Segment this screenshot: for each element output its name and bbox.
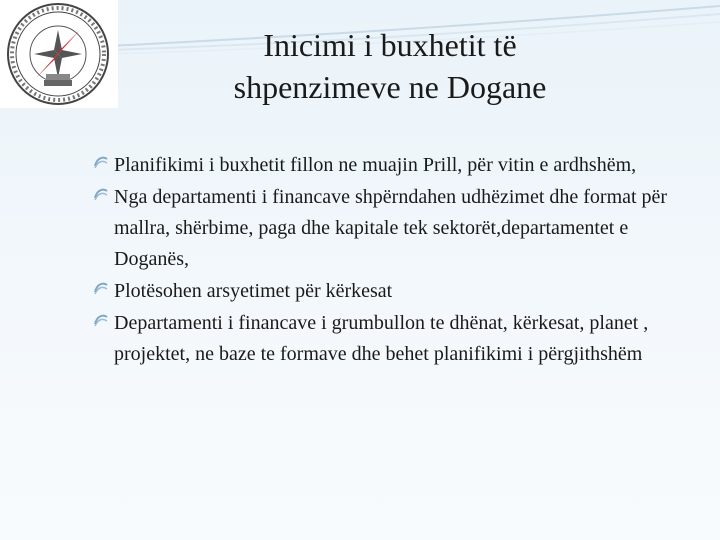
curved-arrow-bullet-icon bbox=[92, 310, 110, 330]
slide-title bbox=[150, 24, 630, 108]
bullet-text: Departamenti i financave i grumbullon te dhënat, kërkesat, planet , projektet, ne baze te formave dhe behet planifikimi i përgjithshëm bbox=[114, 312, 649, 365]
curved-arrow-bullet-icon bbox=[92, 152, 110, 172]
bullet-list bbox=[92, 150, 682, 371]
bullet-item bbox=[92, 308, 682, 370]
curved-arrow-bullet-icon bbox=[92, 278, 110, 298]
university-seal-logo bbox=[0, 0, 118, 108]
bullet-item bbox=[92, 150, 682, 181]
bullet-text: Planifikimi i buxhetit fillon ne muajin Prill, për vitin e ardhshëm, bbox=[114, 154, 637, 176]
bullet-text: Plotësohen arsyetimet për kërkesat bbox=[114, 280, 393, 302]
bullet-item bbox=[92, 276, 682, 307]
curved-arrow-bullet-icon bbox=[92, 184, 110, 204]
bullet-text: Nga departamenti i financave shpërndahen udhëzimet dhe format për mallra, shërbime, paga dhe kapitale tek sektorët,departamentet e Doganës, bbox=[114, 186, 668, 270]
title-line-1: Inicimi i buxhetit të bbox=[263, 27, 517, 63]
bullet-item bbox=[92, 182, 682, 275]
title-line-2: shpenzimeve ne Dogane bbox=[233, 69, 547, 105]
